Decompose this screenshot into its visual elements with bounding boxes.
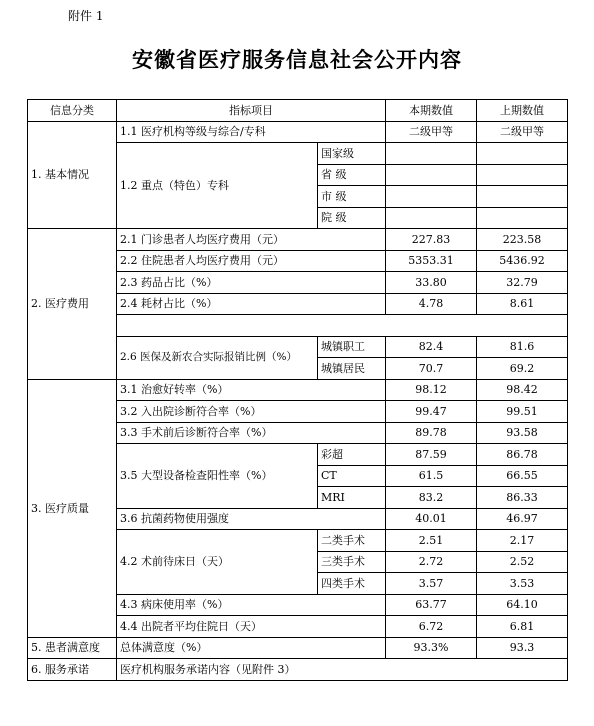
indicator-label: 2.2 住院患者人均医疗费用（元）	[117, 250, 386, 272]
previous-value: 223.58	[477, 229, 568, 251]
previous-value	[477, 186, 568, 208]
previous-value: 3.53	[477, 573, 568, 595]
header-indicator: 指标项目	[117, 100, 386, 122]
indicator-label: 2.4 耗材占比（%）	[117, 293, 386, 315]
current-value: 4.78	[386, 293, 477, 315]
indicator-label: 4.2 术前待床日（天）	[117, 530, 318, 595]
previous-value: 86.33	[477, 487, 568, 509]
table-row	[28, 121, 568, 143]
previous-value	[477, 143, 568, 165]
previous-value: 二级甲等	[477, 121, 568, 143]
header-previous: 上期数值	[477, 100, 568, 122]
current-value: 3.57	[386, 573, 477, 595]
indicator-label: 3.2 入出院诊断符合率（%）	[117, 401, 386, 423]
table-row	[28, 229, 568, 251]
sub-indicator: 城镇居民	[318, 358, 386, 380]
indicator-label: 医疗机构服务承诺内容（见附件 3）	[117, 659, 568, 681]
previous-value: 5436.92	[477, 250, 568, 272]
previous-value: 46.97	[477, 508, 568, 530]
category-satisfaction: 5. 患者满意度	[28, 637, 117, 659]
previous-value: 2.17	[477, 530, 568, 552]
current-value: 227.83	[386, 229, 477, 251]
current-value: 2.51	[386, 530, 477, 552]
indicator-label: 1.1 医疗机构等级与综合/专科	[117, 121, 386, 143]
table-row	[28, 659, 568, 681]
header-category: 信息分类	[28, 100, 117, 122]
indicator-label: 2.1 门诊患者人均医疗费用（元）	[117, 229, 386, 251]
current-value: 82.4	[386, 336, 477, 358]
previous-value: 66.55	[477, 465, 568, 487]
current-value: 6.72	[386, 616, 477, 638]
current-value: 40.01	[386, 508, 477, 530]
previous-value: 93.3	[477, 637, 568, 659]
current-value: 61.5	[386, 465, 477, 487]
current-value: 83.2	[386, 487, 477, 509]
previous-value: 32.79	[477, 272, 568, 294]
indicator-label: 总体满意度（%）	[117, 637, 386, 659]
indicator-label: 3.5 大型设备检查阳性率（%）	[117, 444, 318, 509]
current-value: 70.7	[386, 358, 477, 380]
previous-value: 69.2	[477, 358, 568, 380]
sub-indicator: 二类手术	[318, 530, 386, 552]
specialty-level: 市 级	[318, 186, 386, 208]
table-row	[28, 637, 568, 659]
current-value: 5353.31	[386, 250, 477, 272]
info-table	[27, 99, 568, 681]
previous-value	[477, 164, 568, 186]
indicator-label: 3.1 治愈好转率（%）	[117, 379, 386, 401]
specialty-level: 国家级	[318, 143, 386, 165]
previous-value: 8.61	[477, 293, 568, 315]
page-title: 安徽省医疗服务信息社会公开内容	[132, 48, 462, 72]
category-basic: 1. 基本情况	[28, 121, 117, 229]
indicator-label: 4.4 出院者平均住院日（天）	[117, 616, 386, 638]
current-value	[386, 164, 477, 186]
specialty-level: 省 级	[318, 164, 386, 186]
empty-row	[117, 315, 568, 337]
current-value: 33.80	[386, 272, 477, 294]
sub-indicator: 城镇职工	[318, 336, 386, 358]
previous-value: 93.58	[477, 422, 568, 444]
attachment-label: 附件 1	[68, 9, 104, 23]
sub-indicator: CT	[318, 465, 386, 487]
indicator-label: 2.6 医保及新农合实际报销比例（%）	[117, 336, 318, 379]
indicator-label: 1.2 重点（特色）专科	[117, 143, 318, 229]
current-value: 二级甲等	[386, 121, 477, 143]
indicator-label: 3.3 手术前后诊断符合率（%）	[117, 422, 386, 444]
header-current: 本期数值	[386, 100, 477, 122]
current-value	[386, 143, 477, 165]
previous-value: 86.78	[477, 444, 568, 466]
table-row	[28, 379, 568, 401]
category-quality: 3. 医疗质量	[28, 379, 117, 637]
category-commitment: 6. 服务承诺	[28, 659, 117, 681]
current-value: 89.78	[386, 422, 477, 444]
previous-value: 2.52	[477, 551, 568, 573]
previous-value: 64.10	[477, 594, 568, 616]
previous-value: 98.42	[477, 379, 568, 401]
current-value: 93.3%	[386, 637, 477, 659]
previous-value: 99.51	[477, 401, 568, 423]
sub-indicator: MRI	[318, 487, 386, 509]
indicator-label: 4.3 病床使用率（%）	[117, 594, 386, 616]
previous-value: 6.81	[477, 616, 568, 638]
category-cost: 2. 医疗费用	[28, 229, 117, 380]
sub-indicator: 三类手术	[318, 551, 386, 573]
indicator-label: 3.6 抗菌药物使用强度	[117, 508, 386, 530]
table-header-row	[28, 100, 568, 122]
current-value	[386, 186, 477, 208]
current-value: 87.59	[386, 444, 477, 466]
sub-indicator: 四类手术	[318, 573, 386, 595]
specialty-level: 院 级	[318, 207, 386, 229]
current-value: 2.72	[386, 551, 477, 573]
previous-value: 81.6	[477, 336, 568, 358]
current-value: 63.77	[386, 594, 477, 616]
previous-value	[477, 207, 568, 229]
indicator-label: 2.3 药品占比（%）	[117, 272, 386, 294]
current-value	[386, 207, 477, 229]
current-value: 98.12	[386, 379, 477, 401]
current-value: 99.47	[386, 401, 477, 423]
sub-indicator: 彩超	[318, 444, 386, 466]
